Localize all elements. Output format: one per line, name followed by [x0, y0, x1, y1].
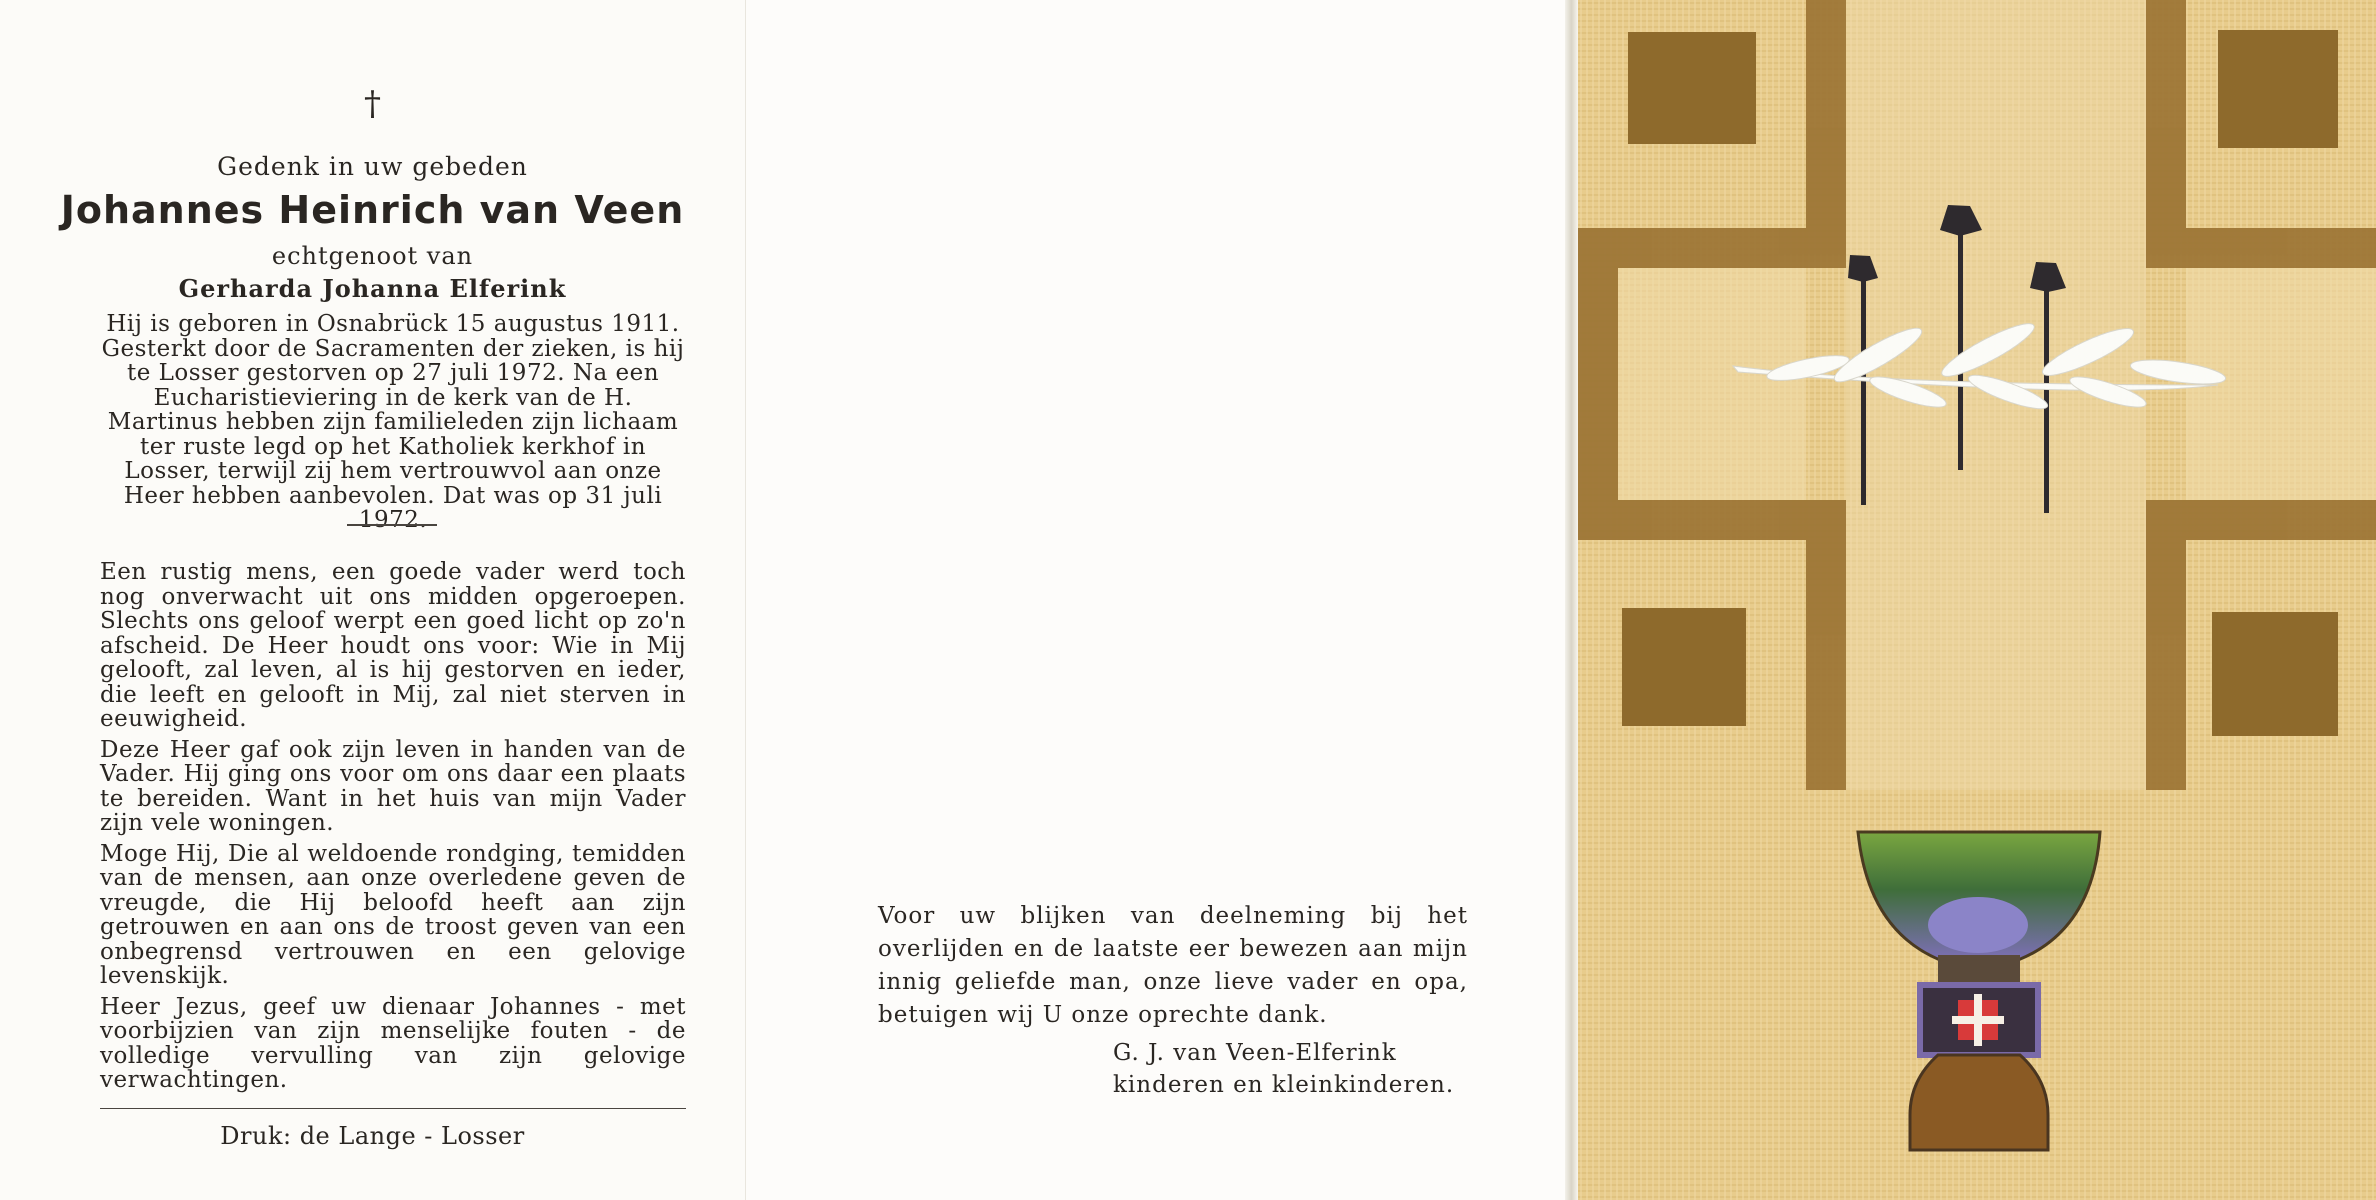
- deceased-name: Johannes Heinrich van Veen: [60, 188, 685, 232]
- signature-family: kinderen en kleinkinderen.: [1113, 1072, 1455, 1098]
- thank-you-text: Voor uw blijken van deelneming bij het overlijden en de laatste eer bewezen aan mijn innig geliefde man, onze lieve vader en opa, betuigen wij U onze oprechte dank.: [878, 903, 1468, 1028]
- cover-illustration-panel: [1578, 0, 2376, 1200]
- biography-text: Hij is geboren in Osnabrück 15 augustus 1911. Gesterkt door de Sacramenten der zieken, is hij te Losser gestorven op 27 juli 1972. Na een Eucharistieviering in de kerk van de H. Martinus hebben zijn familieleden zijn lichaam ter ruste legd op het Katholiek kerkhof in Losser, terwijl zij hem vertrouwvol aan onze Heer hebben aanbevolen. Dat was op 31 juli 1972.: [101, 311, 685, 533]
- meditation-paragraph: Moge Hij, Die al weldoende rondging, temidden van de mensen, aan onze overledene geven de vreugde, die Hij beloofd heeft aan zijn getrouwen en aan ons de troost geven van een onbegrensd vertrouwen en een gelovige levenskijk.: [100, 840, 686, 989]
- thank-you-panel: [745, 0, 1566, 1200]
- meditation-paragraph: Een rustig mens, een goede vader werd toch nog onverwacht uit ons midden opgeroepen. Slechts ons geloof werpt een goed licht op zo'n afscheid. De Heer houdt ons voor: Wie in Mij gelooft, zal leven, al is hij gestorven en ieder, die leeft en gelooft in Mij, zal niet sterven in eeuwigheid.: [100, 559, 686, 732]
- short-divider: [347, 524, 437, 526]
- spouse-name: Gerharda Johanna Elferink: [178, 274, 567, 303]
- remembrance-line: Gedenk in uw gebeden: [217, 152, 528, 181]
- card-fold-crease: [1565, 0, 1578, 1200]
- printer-credit: Druk: de Lange - Losser: [220, 1122, 525, 1150]
- meditation-text: [100, 560, 686, 1099]
- long-divider: [100, 1108, 686, 1109]
- memorial-card-text-panel: [0, 0, 745, 1200]
- cross-chalice-illustration: [1578, 0, 2376, 1200]
- meditation-paragraph: Heer Jezus, geef uw dienaar Johannes - met voorbijzien van zijn menselijke fouten - de volledige vervulling van zijn gelovige verwachtingen.: [100, 993, 686, 1093]
- signature-name: G. J. van Veen-Elferink: [1113, 1040, 1397, 1066]
- spouse-label: echtgenoot van: [271, 242, 474, 270]
- meditation-paragraph: Deze Heer gaf ook zijn leven in handen van de Vader. Hij ging ons voor om ons daar een plaats te bereiden. Want in het huis van mijn Vader zijn vele woningen.: [100, 736, 686, 836]
- cross-icon: †: [364, 84, 381, 124]
